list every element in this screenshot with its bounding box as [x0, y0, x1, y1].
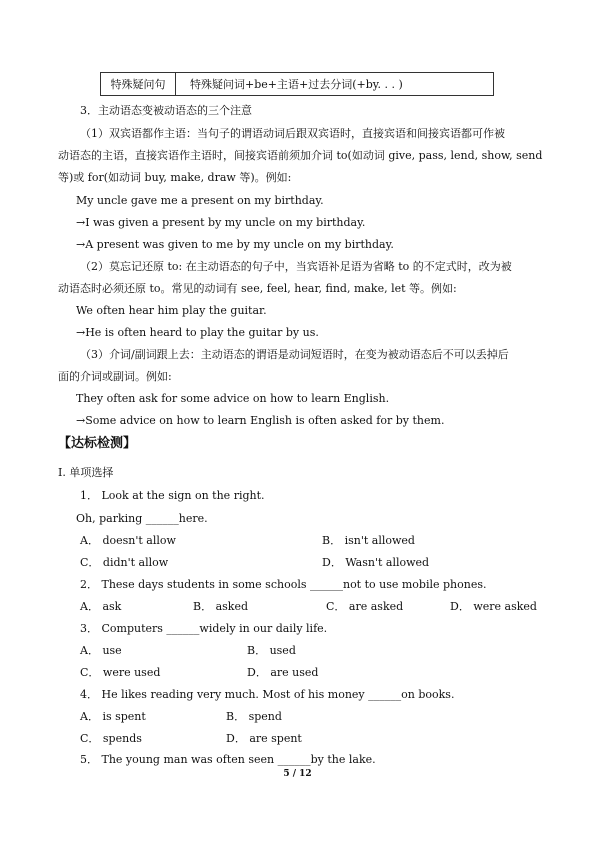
part-title: Ⅰ. 单项选择 — [58, 466, 114, 479]
question-3-option-d[interactable]: D． are used — [247, 666, 319, 679]
question-1-option-d[interactable]: D． Wasn't allowed — [322, 556, 430, 569]
question-4-stem: 4． He likes reading very much. Most of his money ______on books. — [80, 688, 455, 701]
table-cell-label: 特殊疑问句 — [101, 73, 176, 95]
note2-line1: （2）莫忘记还原 to: 在主动语态的句子中，当宾语补足语为省略 to 的不定式时，改为被 — [80, 260, 512, 273]
question-5-stem: 5． The young man was often seen ______by the lake. — [80, 753, 376, 766]
example1-passive-a: →I was given a present by my uncle on my birthday. — [76, 216, 366, 229]
question-1-option-a[interactable]: A． doesn't allow — [80, 534, 176, 547]
question-2-option-b[interactable]: B． asked — [193, 600, 248, 613]
question-3-option-a[interactable]: A． use — [80, 644, 122, 657]
question-4-option-c[interactable]: C． spends — [80, 732, 142, 745]
example2-passive: →He is often heard to play the guitar by us. — [76, 326, 319, 339]
note3-line1: （3）介词/副词跟上去：主动语态的谓语是动词短语时，在变为被动语态后不可以丢掉后 — [80, 348, 509, 361]
question-1-option-b[interactable]: B． isn't allowed — [322, 534, 415, 547]
question-4-option-b[interactable]: B． spend — [226, 710, 282, 723]
question-1-stem: 1． Look at the sign on the right. — [80, 489, 265, 502]
note2-line2: 动语态时必须还原 to。常见的动词有 see, feel, hear, find, make, let 等。例如: — [58, 282, 457, 295]
question-2-stem: 2． These days students in some schools ______not to use mobile phones. — [80, 578, 487, 591]
example3-passive: →Some advice on how to learn English is often asked for by them. — [76, 414, 445, 427]
example1: My uncle gave me a present on my birthday. — [76, 194, 324, 207]
question-3-stem: 3． Computers ______widely in our daily life. — [80, 622, 328, 635]
question-4-option-a[interactable]: A． is spent — [80, 710, 146, 723]
page-number: 5 / 12 — [283, 769, 312, 779]
note1-line3: 等)或 for(如动词 buy, make, draw 等)。例如: — [58, 171, 292, 184]
section-title: 【达标检测】 — [58, 436, 137, 451]
question-3-option-c[interactable]: C． were used — [80, 666, 161, 679]
question-1-stem2: Oh, parking ______here. — [76, 512, 208, 525]
question-2-option-d[interactable]: D． were asked — [450, 600, 537, 613]
example2: We often hear him play the guitar. — [76, 304, 267, 317]
question-2-option-c[interactable]: C． are asked — [326, 600, 404, 613]
example1-passive-b: →A present was given to me by my uncle on my birthday. — [76, 238, 394, 251]
note3-line2: 面的介词或副词。例如: — [58, 370, 172, 383]
notes-heading: 3．主动语态变被动语态的三个注意 — [80, 104, 252, 117]
question-2-option-a[interactable]: A． ask — [80, 600, 122, 613]
question-4-option-d[interactable]: D． are spent — [226, 732, 302, 745]
grammar-table-row — [100, 72, 494, 96]
note1-line2: 动语态的主语，直接宾语作主语时，间接宾语前须加介词 to(如动词 give, pass, lend, show, send — [58, 149, 543, 162]
question-1-option-c[interactable]: C． didn't allow — [80, 556, 169, 569]
example3: They often ask for some advice on how to learn English. — [76, 392, 390, 405]
question-3-option-b[interactable]: B． used — [247, 644, 296, 657]
note1-line1: （1）双宾语都作主语：当句子的谓语动词后跟双宾语时，直接宾语和间接宾语都可作被 — [80, 127, 505, 140]
table-cell-formula: 特殊疑问词+be+主语+过去分词(+by. . . ) — [190, 78, 403, 91]
